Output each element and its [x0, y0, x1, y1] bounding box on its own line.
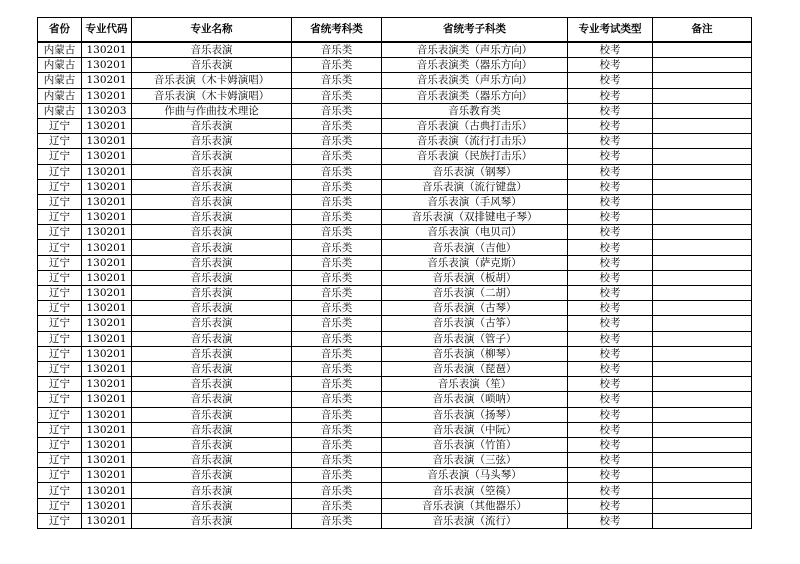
table-row	[38, 377, 752, 392]
cell-major-name: 作曲与作曲技术理论	[132, 103, 292, 118]
cell-exam-type: 校考	[568, 286, 653, 301]
cell-remarks	[653, 58, 752, 73]
cell-exam-type: 校考	[568, 270, 653, 285]
cell-remarks	[653, 407, 752, 422]
table-row	[38, 513, 752, 528]
cell-exam-type: 校考	[568, 164, 653, 179]
cell-remarks	[653, 164, 752, 179]
cell-remarks	[653, 301, 752, 316]
cell-exam-category: 音乐类	[292, 118, 382, 133]
cell-province: 辽宁	[38, 194, 82, 209]
cell-exam-type: 校考	[568, 453, 653, 468]
cell-remarks	[653, 286, 752, 301]
cell-province: 辽宁	[38, 422, 82, 437]
cell-exam-category: 音乐类	[292, 468, 382, 483]
cell-exam-subcategory: 音乐表演类（器乐方向）	[382, 88, 568, 103]
cell-major-name: 音乐表演	[132, 134, 292, 149]
table-header	[38, 18, 752, 43]
cell-exam-category: 音乐类	[292, 483, 382, 498]
cell-major-name: 音乐表演	[132, 179, 292, 194]
cell-remarks	[653, 42, 752, 58]
table-row	[38, 468, 752, 483]
cell-major-code: 130201	[82, 437, 132, 452]
cell-province: 辽宁	[38, 240, 82, 255]
table-row	[38, 331, 752, 346]
cell-major-name: 音乐表演	[132, 270, 292, 285]
table-row	[38, 453, 752, 468]
cell-remarks	[653, 149, 752, 164]
cell-province: 辽宁	[38, 483, 82, 498]
cell-exam-type: 校考	[568, 255, 653, 270]
cell-exam-type: 校考	[568, 210, 653, 225]
cell-exam-type: 校考	[568, 407, 653, 422]
cell-exam-subcategory: 音乐表演（箜篌）	[382, 483, 568, 498]
table-row	[38, 316, 752, 331]
cell-exam-type: 校考	[568, 225, 653, 240]
cell-major-code: 130201	[82, 377, 132, 392]
table-row	[38, 422, 752, 437]
cell-remarks	[653, 453, 752, 468]
cell-exam-type: 校考	[568, 513, 653, 528]
cell-exam-subcategory: 音乐表演（中阮）	[382, 422, 568, 437]
cell-major-name: 音乐表演	[132, 377, 292, 392]
cell-major-code: 130201	[82, 498, 132, 513]
cell-major-name: 音乐表演	[132, 498, 292, 513]
cell-province: 辽宁	[38, 210, 82, 225]
cell-major-code: 130201	[82, 73, 132, 88]
cell-major-code: 130201	[82, 316, 132, 331]
header-exam-category: 省统考科类	[292, 18, 382, 43]
cell-major-code: 130201	[82, 118, 132, 133]
cell-exam-category: 音乐类	[292, 73, 382, 88]
cell-remarks	[653, 422, 752, 437]
cell-major-code: 130201	[82, 134, 132, 149]
cell-province: 辽宁	[38, 255, 82, 270]
cell-major-name: 音乐表演	[132, 392, 292, 407]
table-row	[38, 270, 752, 285]
cell-province: 辽宁	[38, 149, 82, 164]
cell-province: 辽宁	[38, 468, 82, 483]
cell-exam-category: 音乐类	[292, 422, 382, 437]
cell-remarks	[653, 331, 752, 346]
cell-remarks	[653, 270, 752, 285]
table-row	[38, 194, 752, 209]
cell-exam-category: 音乐类	[292, 316, 382, 331]
table-row	[38, 210, 752, 225]
cell-exam-subcategory: 音乐表演（唢呐）	[382, 392, 568, 407]
cell-exam-subcategory: 音乐表演（手风琴）	[382, 194, 568, 209]
cell-province: 辽宁	[38, 346, 82, 361]
table-row	[38, 134, 752, 149]
cell-major-name: 音乐表演	[132, 240, 292, 255]
cell-province: 辽宁	[38, 134, 82, 149]
cell-exam-type: 校考	[568, 240, 653, 255]
cell-exam-subcategory: 音乐表演（管子）	[382, 331, 568, 346]
table-row	[38, 361, 752, 376]
cell-major-code: 130201	[82, 453, 132, 468]
cell-province: 内蒙古	[38, 103, 82, 118]
cell-province: 辽宁	[38, 453, 82, 468]
cell-exam-type: 校考	[568, 483, 653, 498]
cell-major-code: 130201	[82, 513, 132, 528]
cell-exam-subcategory: 音乐表演（民族打击乐）	[382, 149, 568, 164]
cell-remarks	[653, 240, 752, 255]
cell-major-code: 130201	[82, 361, 132, 376]
cell-exam-subcategory: 音乐表演（二胡）	[382, 286, 568, 301]
table-row	[38, 407, 752, 422]
cell-exam-category: 音乐类	[292, 513, 382, 528]
cell-exam-subcategory: 音乐表演（三弦）	[382, 453, 568, 468]
table-row	[38, 498, 752, 513]
cell-exam-category: 音乐类	[292, 179, 382, 194]
cell-province: 辽宁	[38, 179, 82, 194]
cell-exam-subcategory: 音乐表演（古典打击乐）	[382, 118, 568, 133]
cell-exam-category: 音乐类	[292, 88, 382, 103]
cell-province: 辽宁	[38, 437, 82, 452]
cell-exam-type: 校考	[568, 437, 653, 452]
cell-exam-type: 校考	[568, 103, 653, 118]
cell-exam-subcategory: 音乐表演（扬琴）	[382, 407, 568, 422]
cell-exam-subcategory: 音乐表演（其他器乐）	[382, 498, 568, 513]
header-exam-subcategory: 省统考子科类	[382, 18, 568, 43]
cell-major-name: 音乐表演	[132, 255, 292, 270]
cell-remarks	[653, 468, 752, 483]
table-row	[38, 483, 752, 498]
cell-major-name: 音乐表演	[132, 149, 292, 164]
cell-province: 辽宁	[38, 513, 82, 528]
table-row	[38, 346, 752, 361]
cell-exam-type: 校考	[568, 179, 653, 194]
cell-major-name: 音乐表演	[132, 331, 292, 346]
cell-exam-category: 音乐类	[292, 255, 382, 270]
cell-remarks	[653, 88, 752, 103]
cell-exam-subcategory: 音乐表演（流行键盘）	[382, 179, 568, 194]
table-body	[38, 42, 752, 529]
cell-remarks	[653, 118, 752, 133]
cell-remarks	[653, 210, 752, 225]
cell-major-code: 130201	[82, 331, 132, 346]
cell-remarks	[653, 498, 752, 513]
header-major-name: 专业名称	[132, 18, 292, 43]
cell-exam-subcategory: 音乐表演（柳琴）	[382, 346, 568, 361]
cell-major-name: 音乐表演	[132, 210, 292, 225]
cell-exam-subcategory: 音乐表演（吉他）	[382, 240, 568, 255]
table-row	[38, 42, 752, 58]
cell-exam-subcategory: 音乐表演类（声乐方向）	[382, 42, 568, 58]
cell-major-code: 130201	[82, 468, 132, 483]
cell-exam-category: 音乐类	[292, 301, 382, 316]
cell-province: 辽宁	[38, 316, 82, 331]
cell-exam-type: 校考	[568, 301, 653, 316]
cell-major-name: 音乐表演	[132, 301, 292, 316]
cell-major-code: 130201	[82, 422, 132, 437]
header-major-code: 专业代码	[82, 18, 132, 43]
cell-major-name: 音乐表演	[132, 361, 292, 376]
cell-exam-subcategory: 音乐表演（琵琶）	[382, 361, 568, 376]
cell-exam-type: 校考	[568, 134, 653, 149]
table-row	[38, 164, 752, 179]
cell-exam-subcategory: 音乐表演类（声乐方向）	[382, 73, 568, 88]
cell-major-code: 130201	[82, 225, 132, 240]
cell-major-name: 音乐表演	[132, 316, 292, 331]
cell-major-code: 130201	[82, 210, 132, 225]
cell-province: 辽宁	[38, 331, 82, 346]
cell-exam-type: 校考	[568, 392, 653, 407]
table-row	[38, 240, 752, 255]
cell-major-name: 音乐表演	[132, 468, 292, 483]
cell-exam-subcategory: 音乐表演类（器乐方向）	[382, 58, 568, 73]
cell-exam-category: 音乐类	[292, 407, 382, 422]
header-row	[38, 18, 752, 43]
table-row	[38, 301, 752, 316]
table-row	[38, 149, 752, 164]
table-row	[38, 58, 752, 73]
cell-exam-category: 音乐类	[292, 286, 382, 301]
cell-major-name: 音乐表演	[132, 513, 292, 528]
table-row	[38, 225, 752, 240]
cell-exam-type: 校考	[568, 377, 653, 392]
cell-province: 辽宁	[38, 118, 82, 133]
cell-remarks	[653, 134, 752, 149]
major-table	[37, 17, 752, 529]
cell-exam-subcategory: 音乐表演（萨克斯）	[382, 255, 568, 270]
table-row	[38, 255, 752, 270]
cell-major-name: 音乐表演	[132, 118, 292, 133]
cell-province: 辽宁	[38, 377, 82, 392]
cell-exam-category: 音乐类	[292, 134, 382, 149]
cell-exam-category: 音乐类	[292, 377, 382, 392]
cell-exam-type: 校考	[568, 149, 653, 164]
cell-remarks	[653, 513, 752, 528]
cell-exam-category: 音乐类	[292, 164, 382, 179]
cell-exam-category: 音乐类	[292, 270, 382, 285]
cell-remarks	[653, 73, 752, 88]
cell-major-code: 130201	[82, 149, 132, 164]
cell-major-name: 音乐表演	[132, 453, 292, 468]
cell-province: 辽宁	[38, 286, 82, 301]
cell-exam-category: 音乐类	[292, 240, 382, 255]
table-row	[38, 118, 752, 133]
cell-exam-category: 音乐类	[292, 210, 382, 225]
cell-major-code: 130201	[82, 194, 132, 209]
cell-major-name: 音乐表演（木卡姆演唱）	[132, 88, 292, 103]
cell-major-name: 音乐表演	[132, 483, 292, 498]
cell-remarks	[653, 392, 752, 407]
cell-province: 辽宁	[38, 225, 82, 240]
cell-exam-subcategory: 音乐表演（电贝司）	[382, 225, 568, 240]
cell-province: 内蒙古	[38, 88, 82, 103]
cell-remarks	[653, 103, 752, 118]
cell-major-code: 130201	[82, 58, 132, 73]
cell-exam-category: 音乐类	[292, 103, 382, 118]
cell-exam-type: 校考	[568, 58, 653, 73]
cell-province: 辽宁	[38, 407, 82, 422]
cell-exam-subcategory: 音乐表演（马头琴）	[382, 468, 568, 483]
cell-province: 辽宁	[38, 301, 82, 316]
cell-remarks	[653, 346, 752, 361]
cell-remarks	[653, 194, 752, 209]
cell-exam-subcategory: 音乐表演（古筝）	[382, 316, 568, 331]
cell-province: 辽宁	[38, 392, 82, 407]
header-remarks: 备注	[653, 18, 752, 43]
table-row	[38, 392, 752, 407]
cell-remarks	[653, 179, 752, 194]
cell-major-code: 130201	[82, 164, 132, 179]
cell-exam-type: 校考	[568, 194, 653, 209]
cell-exam-category: 音乐类	[292, 42, 382, 58]
cell-exam-subcategory: 音乐教育类	[382, 103, 568, 118]
cell-exam-type: 校考	[568, 42, 653, 58]
cell-major-code: 130201	[82, 286, 132, 301]
cell-exam-category: 音乐类	[292, 437, 382, 452]
cell-province: 内蒙古	[38, 58, 82, 73]
table-row	[38, 179, 752, 194]
cell-major-name: 音乐表演	[132, 346, 292, 361]
cell-major-code: 130201	[82, 392, 132, 407]
table-row	[38, 437, 752, 452]
cell-major-name: 音乐表演（木卡姆演唱）	[132, 73, 292, 88]
cell-province: 辽宁	[38, 164, 82, 179]
cell-major-code: 130201	[82, 483, 132, 498]
cell-exam-subcategory: 音乐表演（双排键电子琴）	[382, 210, 568, 225]
cell-remarks	[653, 483, 752, 498]
cell-remarks	[653, 437, 752, 452]
cell-major-name: 音乐表演	[132, 407, 292, 422]
cell-exam-type: 校考	[568, 498, 653, 513]
cell-exam-subcategory: 音乐表演（流行）	[382, 513, 568, 528]
cell-major-code: 130201	[82, 301, 132, 316]
cell-exam-type: 校考	[568, 346, 653, 361]
cell-major-name: 音乐表演	[132, 164, 292, 179]
cell-exam-type: 校考	[568, 422, 653, 437]
cell-major-code: 130201	[82, 270, 132, 285]
cell-remarks	[653, 316, 752, 331]
header-province: 省份	[38, 18, 82, 43]
cell-exam-subcategory: 音乐表演（流行打击乐）	[382, 134, 568, 149]
cell-exam-category: 音乐类	[292, 225, 382, 240]
cell-exam-subcategory: 音乐表演（古琴）	[382, 301, 568, 316]
cell-exam-category: 音乐类	[292, 149, 382, 164]
cell-major-code: 130201	[82, 255, 132, 270]
cell-province: 内蒙古	[38, 42, 82, 58]
cell-exam-subcategory: 音乐表演（笙）	[382, 377, 568, 392]
cell-exam-subcategory: 音乐表演（竹笛）	[382, 437, 568, 452]
cell-province: 辽宁	[38, 498, 82, 513]
table-row	[38, 88, 752, 103]
cell-exam-subcategory: 音乐表演（板胡）	[382, 270, 568, 285]
table-row	[38, 103, 752, 118]
cell-exam-type: 校考	[568, 118, 653, 133]
cell-major-name: 音乐表演	[132, 422, 292, 437]
cell-major-code: 130201	[82, 240, 132, 255]
cell-major-code: 130201	[82, 179, 132, 194]
cell-major-code: 130201	[82, 346, 132, 361]
cell-remarks	[653, 377, 752, 392]
cell-major-code: 130203	[82, 103, 132, 118]
cell-exam-category: 音乐类	[292, 331, 382, 346]
cell-exam-subcategory: 音乐表演（钢琴）	[382, 164, 568, 179]
cell-major-name: 音乐表演	[132, 58, 292, 73]
cell-exam-category: 音乐类	[292, 392, 382, 407]
cell-major-name: 音乐表演	[132, 437, 292, 452]
cell-major-name: 音乐表演	[132, 225, 292, 240]
cell-major-name: 音乐表演	[132, 42, 292, 58]
cell-exam-category: 音乐类	[292, 498, 382, 513]
table-row	[38, 73, 752, 88]
cell-exam-type: 校考	[568, 73, 653, 88]
cell-exam-type: 校考	[568, 468, 653, 483]
cell-exam-category: 音乐类	[292, 453, 382, 468]
cell-exam-type: 校考	[568, 88, 653, 103]
cell-province: 内蒙古	[38, 73, 82, 88]
cell-exam-type: 校考	[568, 331, 653, 346]
cell-exam-category: 音乐类	[292, 194, 382, 209]
cell-province: 辽宁	[38, 361, 82, 376]
header-exam-type: 专业考试类型	[568, 18, 653, 43]
cell-major-name: 音乐表演	[132, 286, 292, 301]
cell-exam-category: 音乐类	[292, 58, 382, 73]
cell-exam-type: 校考	[568, 361, 653, 376]
cell-province: 辽宁	[38, 270, 82, 285]
cell-major-code: 130201	[82, 42, 132, 58]
cell-major-code: 130201	[82, 407, 132, 422]
cell-remarks	[653, 255, 752, 270]
cell-exam-category: 音乐类	[292, 361, 382, 376]
cell-exam-category: 音乐类	[292, 346, 382, 361]
cell-remarks	[653, 361, 752, 376]
cell-major-code: 130201	[82, 88, 132, 103]
cell-exam-type: 校考	[568, 316, 653, 331]
cell-major-name: 音乐表演	[132, 194, 292, 209]
table-row	[38, 286, 752, 301]
cell-remarks	[653, 225, 752, 240]
